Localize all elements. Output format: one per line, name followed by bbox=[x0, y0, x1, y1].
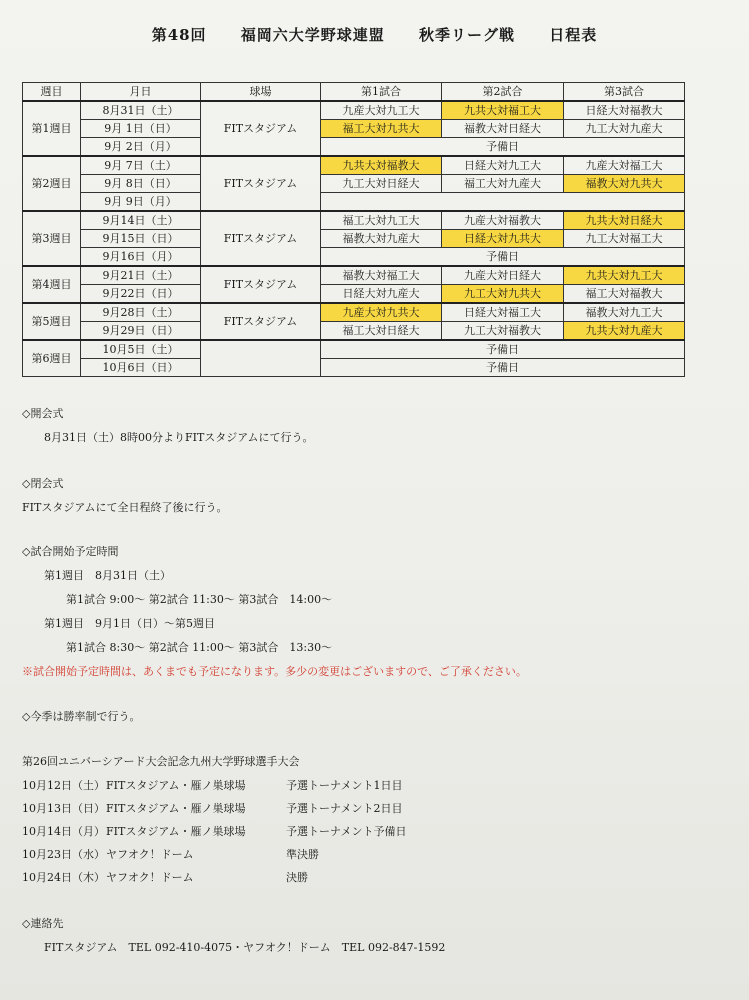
tournament-stage: 予選トーナメント1日目 bbox=[286, 779, 403, 792]
header-venue: 球場 bbox=[201, 83, 321, 102]
game-cell: 日経大対福教大 bbox=[564, 101, 685, 120]
game-cell: 九共大対福工大 bbox=[442, 101, 564, 120]
venue-cell bbox=[201, 340, 321, 377]
start-times-b-times: 第1試合 8:30～ 第2試合 11:00～ 第3試合 13:30～ bbox=[66, 641, 333, 654]
reserve-day-cell: 予備日 bbox=[321, 340, 685, 359]
game-cell: 福工大対九産大 bbox=[442, 175, 564, 193]
closing-heading: ◇閉会式 bbox=[22, 477, 64, 490]
contact-text: FITスタジアム TEL 092-410-4075・ヤフオク！ドーム TEL 092-847-1592 bbox=[44, 941, 446, 954]
game-cell: 九工大対九共大 bbox=[442, 285, 564, 304]
schedule-row bbox=[23, 175, 685, 193]
date-cell: 9月 9日（月） bbox=[81, 193, 201, 212]
tournament-venue: ヤフオク！ドーム bbox=[106, 871, 194, 884]
schedule-row bbox=[23, 211, 685, 230]
date-cell: 8月31日（土） bbox=[81, 101, 201, 120]
venue-cell: FITスタジアム bbox=[201, 211, 321, 266]
date-cell: 9月28日（土） bbox=[81, 303, 201, 322]
schedule-row bbox=[23, 120, 685, 138]
header-game3: 第3試合 bbox=[564, 83, 685, 102]
week-label: 第3週目 bbox=[23, 211, 81, 266]
schedule-row bbox=[23, 340, 685, 359]
game-cell: 福教大対福工大 bbox=[321, 266, 442, 285]
closing-section bbox=[22, 472, 228, 520]
venue-cell: FITスタジアム bbox=[201, 266, 321, 303]
game-cell: 福工大対福教大 bbox=[564, 285, 685, 304]
tournament-stage: 決勝 bbox=[286, 871, 308, 884]
venue-cell: FITスタジアム bbox=[201, 156, 321, 211]
format-section bbox=[22, 705, 140, 729]
format-text: ◇今季は勝率制で行う。 bbox=[22, 710, 141, 723]
game-cell: 福教大対九産大 bbox=[321, 230, 442, 248]
title-label: 日程表 bbox=[549, 26, 598, 44]
tournament-date: 10月13日（日） bbox=[22, 802, 105, 815]
schedule-body bbox=[23, 101, 685, 377]
start-times-note: ※試合開始予定時間は、あくまでも予定になります。多少の変更はございますので、ご了承ください。 bbox=[22, 665, 527, 678]
game-cell: 九共大対福教大 bbox=[321, 156, 442, 175]
contact-section bbox=[22, 912, 445, 960]
date-cell: 9月22日（日） bbox=[81, 285, 201, 304]
closing-text: FITスタジアムにて全日程終了後に行う。 bbox=[22, 501, 228, 514]
start-times-heading: ◇試合開始予定時間 bbox=[22, 545, 119, 558]
schedule-row bbox=[23, 248, 685, 267]
game-cell: 九共大対九産大 bbox=[564, 322, 685, 341]
header-date: 月日 bbox=[81, 83, 201, 102]
header-week: 週目 bbox=[23, 83, 81, 102]
reserve-day-cell bbox=[321, 193, 685, 212]
date-cell: 10月5日（土） bbox=[81, 340, 201, 359]
schedule-row bbox=[23, 303, 685, 322]
week-label: 第6週目 bbox=[23, 340, 81, 377]
game-cell: 福教大対九工大 bbox=[564, 303, 685, 322]
schedule-row bbox=[23, 285, 685, 304]
tournament-venue: FITスタジアム・雁ノ巣球場 bbox=[106, 802, 246, 815]
game-cell: 福工大対九共大 bbox=[321, 120, 442, 138]
game-cell: 九産大対福工大 bbox=[564, 156, 685, 175]
date-cell: 9月 2日（月） bbox=[81, 138, 201, 157]
header-game1: 第1試合 bbox=[321, 83, 442, 102]
schedule-row bbox=[23, 193, 685, 212]
date-cell: 9月 8日（日） bbox=[81, 175, 201, 193]
week-label: 第1週目 bbox=[23, 101, 81, 156]
tournament-section bbox=[22, 750, 407, 889]
date-cell: 9月21日（土） bbox=[81, 266, 201, 285]
game-cell: 九工大対九産大 bbox=[564, 120, 685, 138]
game-cell: 日経大対九工大 bbox=[442, 156, 564, 175]
game-cell: 九産大対福教大 bbox=[442, 211, 564, 230]
schedule-header-row bbox=[23, 83, 685, 102]
tournament-row bbox=[22, 820, 407, 843]
tournament-schedule bbox=[22, 774, 407, 889]
schedule-row bbox=[23, 322, 685, 341]
header-game2: 第2試合 bbox=[442, 83, 564, 102]
date-cell: 9月14日（土） bbox=[81, 211, 201, 230]
tournament-row bbox=[22, 774, 407, 797]
tournament-row bbox=[22, 797, 407, 820]
date-cell: 10月6日（日） bbox=[81, 359, 201, 377]
schedule-row bbox=[23, 156, 685, 175]
game-cell: 九産大対九工大 bbox=[321, 101, 442, 120]
start-times-a-label: 第1週目 8月31日（土） bbox=[44, 569, 171, 582]
date-cell: 9月 1日（日） bbox=[81, 120, 201, 138]
game-cell: 九産大対日経大 bbox=[442, 266, 564, 285]
reserve-day-cell: 予備日 bbox=[321, 138, 685, 157]
tournament-date: 10月23日（水） bbox=[22, 848, 105, 861]
venue-cell: FITスタジアム bbox=[201, 303, 321, 340]
contact-heading: ◇連絡先 bbox=[22, 917, 64, 930]
date-cell: 9月16日（月） bbox=[81, 248, 201, 267]
title-league: 福岡六大学野球連盟 bbox=[240, 26, 385, 44]
game-cell: 日経大対九産大 bbox=[321, 285, 442, 304]
game-cell: 日経大対九共大 bbox=[442, 230, 564, 248]
venue-cell: FITスタジアム bbox=[201, 101, 321, 156]
start-times-section bbox=[22, 540, 527, 684]
game-cell: 福教大対日経大 bbox=[442, 120, 564, 138]
date-cell: 9月29日（日） bbox=[81, 322, 201, 341]
tournament-row bbox=[22, 866, 407, 889]
tournament-title: 第26回ユニバーシアード大会記念九州大学野球選手大会 bbox=[22, 755, 300, 768]
tournament-stage: 予選トーナメント2日目 bbox=[286, 802, 403, 815]
tournament-date: 10月12日（土） bbox=[22, 779, 105, 792]
game-cell: 九工大対福工大 bbox=[564, 230, 685, 248]
tournament-date: 10月24日（木） bbox=[22, 871, 105, 884]
game-cell: 九共大対日経大 bbox=[564, 211, 685, 230]
tournament-date: 10月14日（月） bbox=[22, 825, 105, 838]
schedule-row bbox=[23, 101, 685, 120]
week-label: 第5週目 bbox=[23, 303, 81, 340]
date-cell: 9月15日（日） bbox=[81, 230, 201, 248]
game-cell: 九工大対日経大 bbox=[321, 175, 442, 193]
schedule-row bbox=[23, 266, 685, 285]
tournament-venue: ヤフオク！ドーム bbox=[106, 848, 194, 861]
week-label: 第4週目 bbox=[23, 266, 81, 303]
reserve-day-cell: 予備日 bbox=[321, 359, 685, 377]
page-title bbox=[0, 24, 749, 45]
date-cell: 9月 7日（土） bbox=[81, 156, 201, 175]
title-edition: 第48回 bbox=[151, 26, 207, 44]
opening-section bbox=[22, 402, 314, 450]
start-times-a-times: 第1試合 9:00～ 第2試合 11:30～ 第3試合 14:00～ bbox=[66, 593, 333, 606]
schedule-row bbox=[23, 138, 685, 157]
opening-text: 8月31日（土）8時00分よりFITスタジアムにて行う。 bbox=[44, 431, 314, 444]
schedule-table bbox=[22, 82, 685, 377]
week-label: 第2週目 bbox=[23, 156, 81, 211]
game-cell: 九産大対九共大 bbox=[321, 303, 442, 322]
start-times-b-label: 第1週目 9月1日（日）～第5週目 bbox=[44, 617, 215, 630]
game-cell: 九共大対九工大 bbox=[564, 266, 685, 285]
game-cell: 福教大対九共大 bbox=[564, 175, 685, 193]
schedule-row bbox=[23, 230, 685, 248]
schedule-row bbox=[23, 359, 685, 377]
tournament-stage: 予選トーナメント予備日 bbox=[286, 825, 407, 838]
title-season: 秋季リーグ戦 bbox=[419, 26, 516, 44]
tournament-row bbox=[22, 843, 407, 866]
tournament-stage: 準決勝 bbox=[286, 848, 319, 861]
game-cell: 福工大対日経大 bbox=[321, 322, 442, 341]
game-cell: 日経大対福工大 bbox=[442, 303, 564, 322]
game-cell: 福工大対九工大 bbox=[321, 211, 442, 230]
opening-heading: ◇開会式 bbox=[22, 407, 64, 420]
game-cell: 九工大対福教大 bbox=[442, 322, 564, 341]
tournament-venue: FITスタジアム・雁ノ巣球場 bbox=[106, 779, 246, 792]
reserve-day-cell: 予備日 bbox=[321, 248, 685, 267]
tournament-venue: FITスタジアム・雁ノ巣球場 bbox=[106, 825, 246, 838]
